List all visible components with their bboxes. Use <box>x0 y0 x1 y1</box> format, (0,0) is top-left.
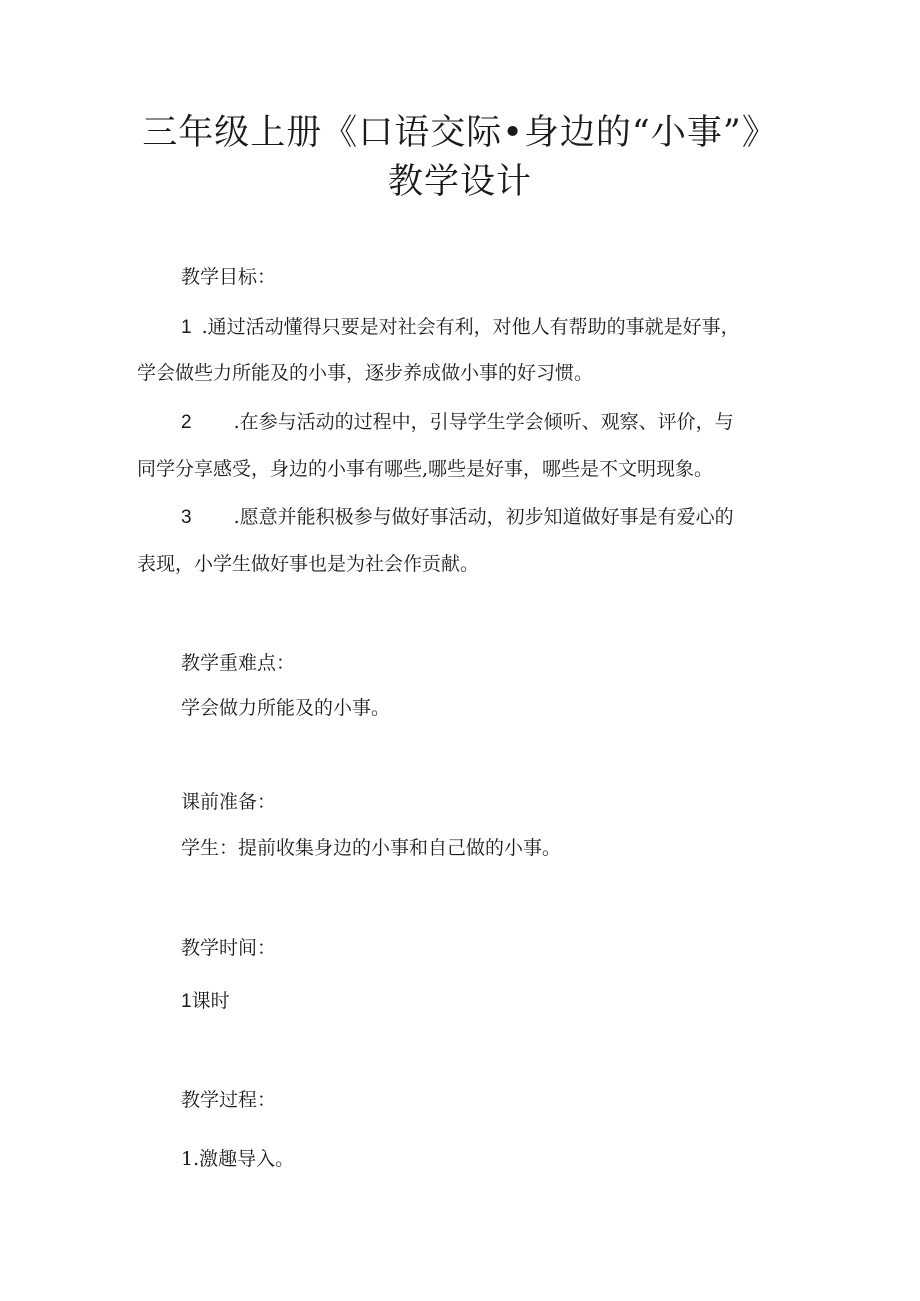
objective-1-line-1 <box>181 314 740 341</box>
process-step-1: 1.激趣导入。 <box>181 1148 295 1170</box>
preparation-content: 学生：提前收集身边的小事和自己做的小事。 <box>181 837 562 859</box>
time-unit: 课时 <box>191 990 230 1012</box>
preparation-heading: 课前准备： <box>181 791 277 813</box>
title-line-1: 三年级上册《口语交际•身边的“小事”》 <box>142 113 778 153</box>
objective-1-line-2: 学会做些力所能及的小事，逐步养成做小事的好习惯。 <box>137 362 594 384</box>
key-points-heading: 教学重难点： <box>181 652 296 674</box>
objective-3-text: .愿意并能积极参与做好事活动，初步知道做好事是有爱心的 <box>233 506 734 528</box>
objective-2-line-1 <box>181 409 734 436</box>
objective-1-text: .通过活动懂得只要是对社会有利，对他人有帮助的事就是好事， <box>201 316 740 338</box>
objective-2-line-2: 同学分享感受，身边的小事有哪些,哪些是好事，哪些是不文明现象。 <box>137 458 714 480</box>
time-number: 1 <box>181 991 192 1012</box>
time-content <box>181 988 230 1015</box>
objective-2-text: .在参与活动的过程中，引导学生学会倾听、观察、评价，与 <box>233 411 734 433</box>
time-heading: 教学时间： <box>181 937 277 959</box>
process-heading: 教学过程： <box>181 1089 277 1111</box>
title-line-2: 教学设计 <box>387 162 532 202</box>
objective-3-line-2: 表现，小学生做好事也是为社会作贡献。 <box>137 553 480 575</box>
objectives-heading: 教学目标： <box>181 266 277 288</box>
objective-2-number: 2 <box>181 412 192 433</box>
objective-3-line-1 <box>181 504 734 531</box>
key-points-content: 学会做力所能及的小事。 <box>181 697 391 719</box>
objective-3-number: 3 <box>181 507 192 528</box>
objective-1-number: 1 <box>181 317 192 338</box>
